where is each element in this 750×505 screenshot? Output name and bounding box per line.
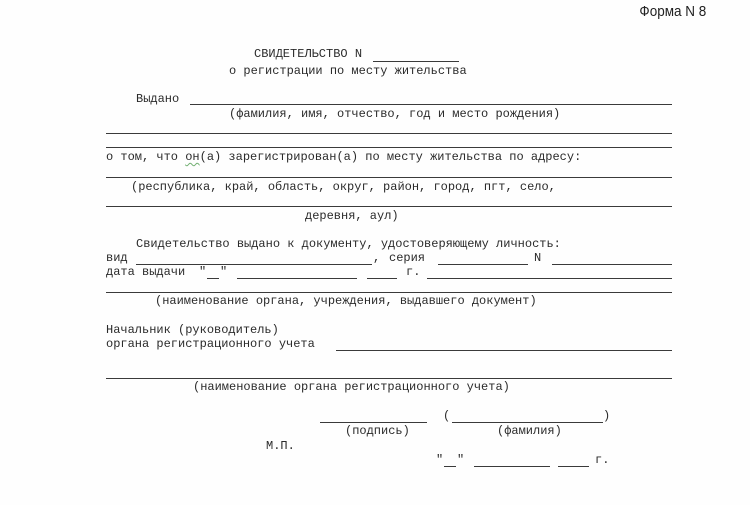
issued-to-field-line-2[interactable] — [106, 133, 672, 134]
issue-month-field[interactable] — [237, 278, 357, 279]
document-number-field[interactable] — [552, 264, 672, 265]
issuer-field-line-1[interactable] — [427, 278, 672, 279]
sign-year-suffix: г. — [595, 453, 610, 467]
chief-name-field[interactable] — [336, 350, 672, 351]
signature-hint: (подпись) — [345, 424, 410, 438]
certificate-subtitle: о регистрации по месту жительства — [229, 64, 467, 78]
issue-date-label: дата выдачи — [106, 265, 186, 279]
issued-to-label: Выдано — [136, 92, 180, 106]
authority-name-hint: (наименование органа регистрационного учета) — [193, 380, 510, 394]
stamp-place-label: М.П. — [266, 439, 295, 453]
issued-to-hint: (фамилия, имя, отчество, год и место рождения) — [229, 107, 561, 121]
spellcheck-marked-word: он — [185, 150, 200, 164]
identity-document-intro: Свидетельство выдано к документу, удостоверяющему личность: — [136, 237, 561, 251]
document-series-label: серия — [389, 251, 426, 265]
surname-paren-open: ( — [443, 409, 451, 423]
issued-to-field[interactable] — [190, 104, 672, 105]
issue-date-quote-close: " — [220, 265, 228, 279]
authority-name-field[interactable] — [106, 378, 672, 379]
certificate-number-field[interactable] — [373, 61, 459, 62]
sign-day-field[interactable] — [444, 466, 456, 467]
issue-year-field[interactable] — [367, 278, 397, 279]
document-type-label: вид — [106, 251, 128, 265]
form-number: Форма N 8 — [639, 3, 706, 20]
issue-day-field[interactable] — [207, 278, 219, 279]
registration-statement: о том, что он(а) зарегистрирован(а) по месту жительства по адресу: — [106, 150, 582, 164]
issuer-field-line-2[interactable] — [106, 292, 672, 293]
issuer-hint: (наименование органа, учреждения, выдавшего документ) — [155, 294, 537, 308]
address-field-line-1[interactable] — [106, 177, 672, 178]
document-number-label: N — [534, 251, 542, 265]
sign-date-quote-close: " — [457, 453, 465, 467]
issue-date-quote-open: " — [199, 265, 207, 279]
chief-title-line-2: органа регистрационного учета — [106, 337, 315, 351]
address-hint-line-1: (республика, край, область, округ, район, город, пгт, село, — [131, 180, 556, 194]
address-hint-line-2: деревня, аул) — [305, 209, 399, 223]
certificate-title: СВИДЕТЕЛЬСТВО N — [254, 47, 363, 61]
sign-year-field[interactable] — [558, 466, 589, 467]
address-field-line-2[interactable] — [106, 206, 672, 207]
issued-to-field-line-3[interactable] — [106, 147, 672, 148]
surname-hint: (фамилия) — [497, 424, 562, 438]
document-type-comma: , — [373, 251, 381, 265]
issue-year-suffix: г. — [406, 265, 421, 279]
document-series-field[interactable] — [438, 264, 528, 265]
signature-field[interactable] — [320, 422, 427, 423]
sign-date-quote-open: " — [436, 453, 444, 467]
surname-field[interactable] — [452, 422, 603, 423]
chief-title-line-1: Начальник (руководитель) — [106, 323, 279, 337]
surname-paren-close: ) — [603, 409, 611, 423]
sign-month-field[interactable] — [474, 466, 550, 467]
